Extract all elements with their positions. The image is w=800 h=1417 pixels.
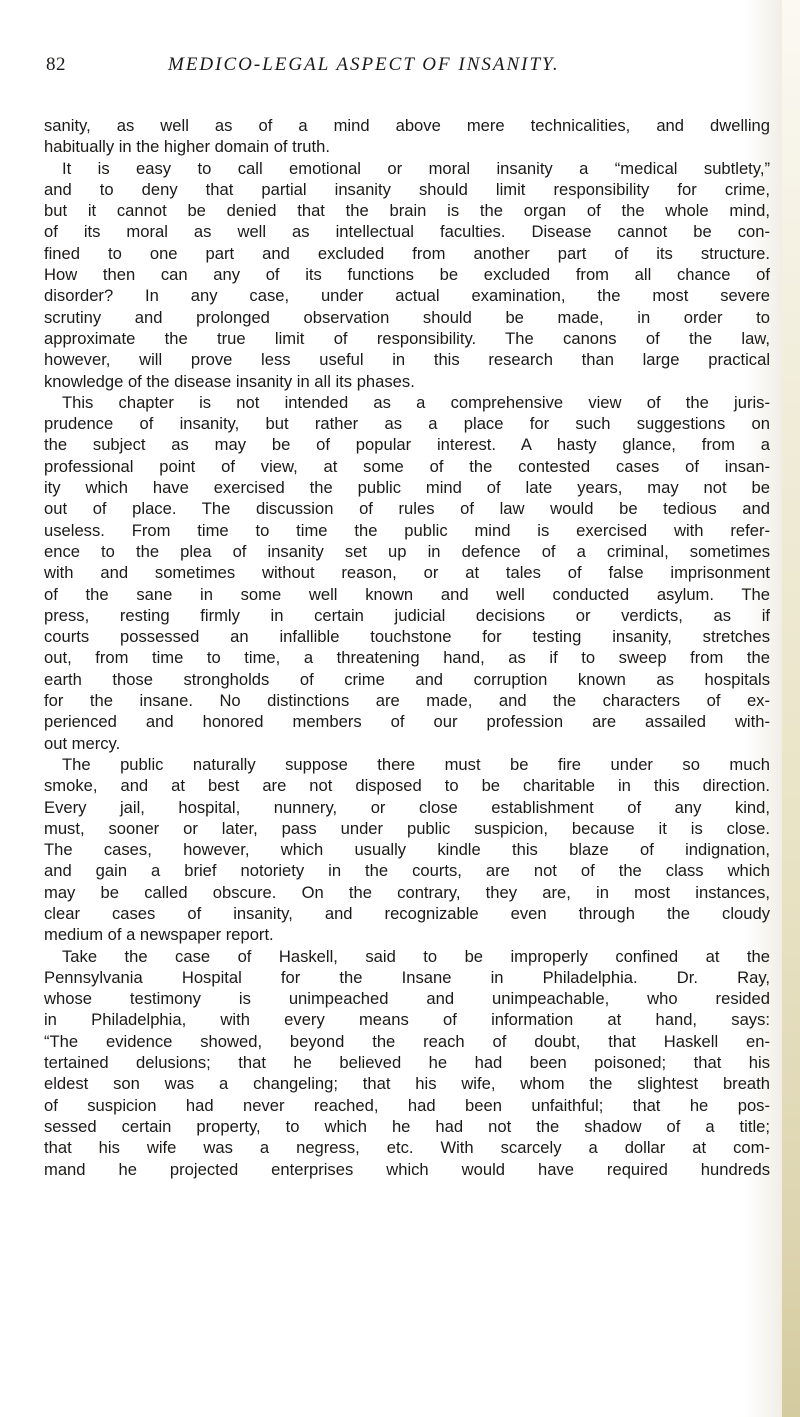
text-line: professional point of view, at some of the contested cases of insan-	[44, 456, 770, 476]
text-line: ence to the plea of insanity set up in defence of a criminal, sometimes	[44, 541, 770, 561]
page-edge-shading	[782, 0, 800, 1417]
text-line: out of place. The discussion of rules of law would be tedious and	[44, 499, 770, 519]
text-line: medium of a newspaper report.	[44, 925, 274, 945]
text-line: that his wife was a negress, etc. With scarcely a dollar at com-	[44, 1138, 770, 1158]
text-line: approximate the true limit of responsibility. The canons of the law,	[44, 328, 770, 348]
text-line: earth those strongholds of crime and corruption known as hospitals	[44, 669, 770, 689]
text-line: knowledge of the disease insanity in all its phases.	[44, 371, 415, 391]
text-line: for the insane. No distinctions are made, and the characters of ex-	[44, 691, 770, 711]
text-line: out mercy.	[44, 733, 121, 753]
page-number: 82	[46, 54, 66, 75]
text-line: useless. From time to time the public mind is exercised with refer-	[44, 520, 770, 540]
text-line: smoke, and at best are not disposed to be charitable in this direction.	[44, 776, 770, 796]
text-line: however, will prove less useful in this research than large practical	[44, 350, 770, 370]
text-line: The cases, however, which usually kindle this blaze of indignation,	[44, 840, 770, 860]
text-line: sanity, as well as of a mind above mere technicalities, and dwelling	[44, 116, 770, 135]
text-line: of its moral as well as intellectual faculties. Disease cannot be con-	[44, 222, 770, 242]
page-header	[46, 54, 776, 84]
text-line: habitually in the higher domain of truth.	[44, 137, 330, 157]
text-line: clear cases of insanity, and recognizable even through the cloudy	[44, 903, 770, 923]
text-line: “The evidence showed, beyond the reach of doubt, that Haskell en-	[44, 1031, 770, 1051]
text-line: It is easy to call emotional or moral insanity a “medical subtlety,”	[62, 158, 770, 178]
text-line: and to deny that partial insanity should limit responsibility for crime,	[44, 179, 770, 199]
text-line: disorder? In any case, under actual examination, the most severe	[44, 286, 770, 306]
text-line: the subject as may be of popular interest. A hasty glance, from a	[44, 435, 770, 455]
text-line: press, resting firmly in certain judicial decisions or verdicts, as if	[44, 605, 770, 625]
text-line: sessed certain property, to which he had not the shadow of a title;	[44, 1116, 770, 1136]
text-line: fined to one part and excluded from another part of its structure.	[44, 243, 770, 263]
text-line: mand he projected enterprises which would have required hundreds	[44, 1159, 770, 1179]
running-head: MEDICO-LEGAL ASPECT OF INSANITY.	[168, 54, 560, 75]
text-line: out, from time to time, a threatening hand, as if to sweep from the	[44, 648, 770, 668]
text-line: but it cannot be denied that the brain is the organ of the whole mind,	[44, 201, 770, 221]
text-line: How then can any of its functions be excluded from all chance of	[44, 265, 770, 285]
text-line: in Philadelphia, with every means of information at hand, says:	[44, 1010, 770, 1030]
text-line: scrutiny and prolonged observation should be made, in order to	[44, 307, 770, 327]
text-line: prudence of insanity, but rather as a place for such suggestions on	[44, 414, 770, 434]
text-line: The public naturally suppose there must be fire under so much	[62, 754, 770, 774]
text-line: of suspicion had never reached, had been unfaithful; that he pos-	[44, 1095, 770, 1115]
text-line: Take the case of Haskell, said to be improperly confined at the	[62, 946, 770, 966]
text-line: eldest son was a changeling; that his wife, whom the slightest breath	[44, 1074, 770, 1094]
text-line: may be called obscure. On the contrary, they are, in most instances,	[44, 882, 770, 902]
text-line: must, sooner or later, pass under public suspicion, because it is close.	[44, 818, 770, 838]
text-line: whose testimony is unimpeached and unimpeachable, who resided	[44, 989, 770, 1009]
text-line: with and sometimes without reason, or at tales of false imprisonment	[44, 563, 770, 583]
text-line: tertained delusions; that he believed he had been poisoned; that his	[44, 1053, 770, 1073]
text-line: ity which have exercised the public mind of late years, may not be	[44, 478, 770, 498]
text-line: This chapter is not intended as a comprehensive view of the juris-	[62, 392, 770, 412]
text-line: Every jail, hospital, nunnery, or close establishment of any kind,	[44, 797, 770, 817]
text-line: perienced and honored members of our profession are assailed with-	[44, 712, 770, 732]
body-text	[44, 115, 770, 1180]
text-line: of the sane in some well known and well conducted asylum. The	[44, 584, 770, 604]
text-line: and gain a brief notoriety in the courts, are not of the class which	[44, 861, 770, 881]
text-line: Pennsylvania Hospital for the Insane in Philadelphia. Dr. Ray,	[44, 967, 770, 987]
text-line: courts possessed an infallible touchstone for testing insanity, stretches	[44, 627, 770, 647]
